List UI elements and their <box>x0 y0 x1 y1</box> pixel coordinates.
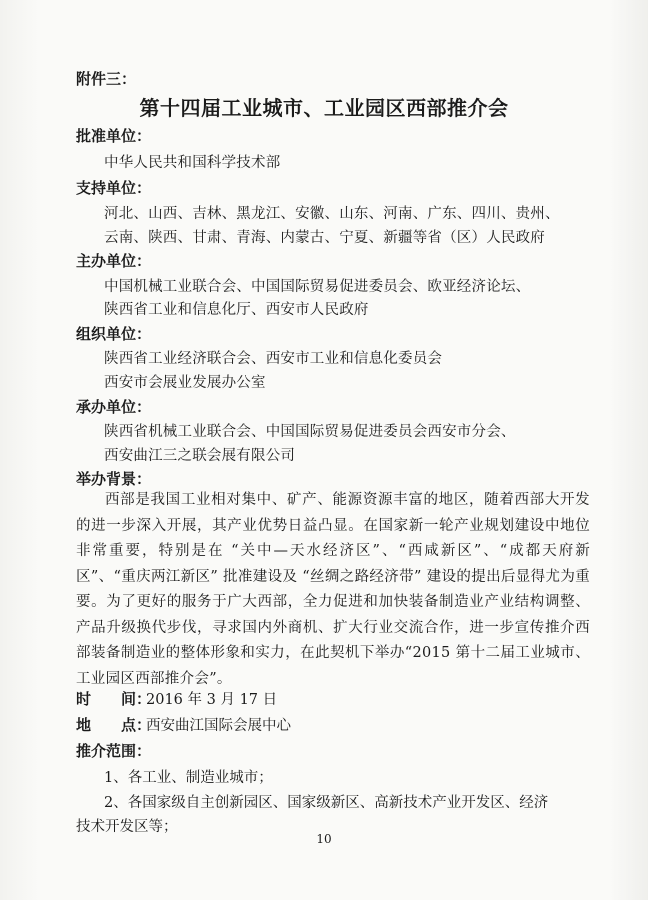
attachment-label: 附件三： <box>76 70 137 88</box>
approval-line: 中华人民共和国科学技术部 <box>104 155 281 171</box>
undertaker-label: 承办单位： <box>76 398 152 416</box>
background-paragraph: 西部是我国工业相对集中、矿产、能源资源丰富的地区，随着西部大开发的进一步深入开展，其产业优势日益凸显。在国家新一轮产业规划建设中地位非常重要，特别是在 “关中—天水经济区”、“西咸新区”、“成都天府新区”、“重庆两江新区” 批准建设及 “丝绸之路经济带” 建设的提出后显得尤为重要。为了更好的服务于广大西部，全力促进和加快装备制造业产业结构调整、产品升级换代步伐，寻求国内外商机、扩大行业交流合作，进一步宣传推介西部装备制造业的整体形象和实力，在此契机下举办“2015 第十二届工业城市、工业园区西部推介会”。 <box>76 492 590 687</box>
page-title: 第十四届工业城市、工业园区西部推介会 <box>139 96 509 120</box>
support-line: 河北、山西、吉林、黑龙江、安徽、山东、河南、广东、四川、贵州、 <box>104 206 560 222</box>
time-value: 2016 年 3 月 17 日 <box>146 692 278 708</box>
organizer-line: 西安市会展业发展办公室 <box>104 375 266 391</box>
undertaker-line: 陕西省机械工业联合会、中国国际贸易促进委员会西安市分会、 <box>104 424 516 440</box>
page-number: 10 <box>316 832 332 846</box>
location-row <box>76 714 291 735</box>
approval-label: 批准单位： <box>76 127 152 145</box>
scope-label: 推介范围： <box>76 742 152 760</box>
undertaker-line: 西安曲江三之联会展有限公司 <box>104 448 296 464</box>
host-line: 中国机械工业联合会、中国国际贸易促进委员会、欧亚经济论坛、 <box>104 279 531 295</box>
scope-item: 技术开发区等； <box>76 819 178 835</box>
support-line: 云南、陕西、甘肃、青海、内蒙古、宁夏、新疆等省（区）人民政府 <box>104 230 545 246</box>
organizer-label: 组织单位： <box>76 325 152 343</box>
support-label: 支持单位： <box>76 179 152 197</box>
location-value: 西安曲江国际会展中心 <box>146 718 291 734</box>
time-row <box>76 688 277 709</box>
host-label: 主办单位： <box>76 252 152 270</box>
time-label: 时 间： <box>76 690 152 708</box>
organizer-line: 陕西省工业经济联合会、西安市工业和信息化委员会 <box>104 351 443 367</box>
scope-item: 1、各工业、制造业城市； <box>104 770 273 786</box>
scope-item: 2、各国家级自主创新园区、国家级新区、高新技术产业开发区、经济 <box>104 795 549 811</box>
background-label: 举办背景： <box>76 470 152 488</box>
host-line: 陕西省工业和信息化厅、西安市人民政府 <box>104 302 369 318</box>
location-label: 地 点： <box>76 716 152 734</box>
